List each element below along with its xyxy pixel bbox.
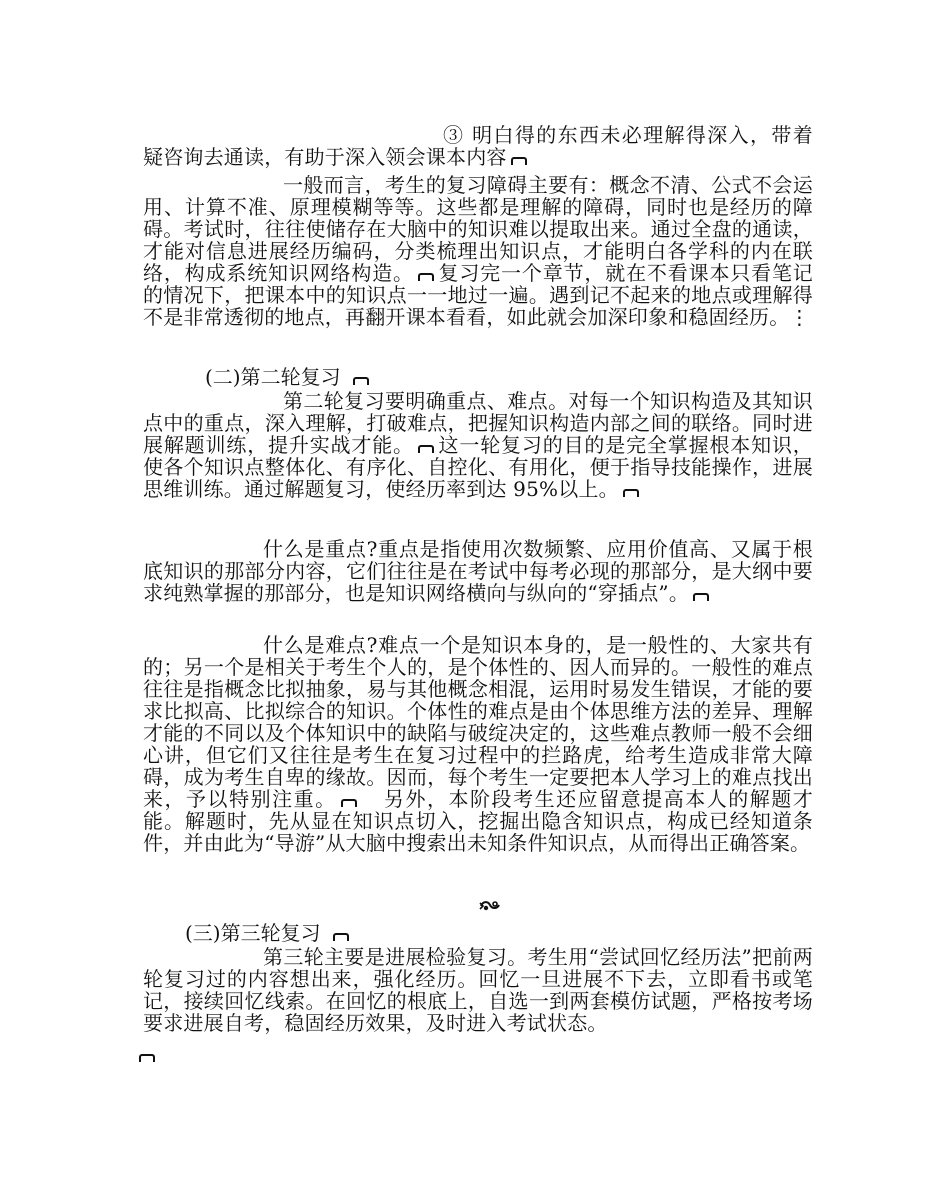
fleuron-icon bbox=[478, 898, 502, 914]
section-heading-3 bbox=[185, 922, 353, 944]
paragraph-3b-text: 这一轮复习的目的是完全掌握根本知识，使各个知识点整体化、有序化、自控化、有用化，便于指导技能操作，进展思维训练。通过解题复习，使经历率到达 95%以上。 bbox=[143, 433, 813, 501]
paragraph-3 bbox=[143, 390, 813, 500]
return-mark-icon bbox=[693, 593, 709, 601]
paragraph-2b-text: 复习完一个章节，就在不看课本只看笔记的情况下，把课本中的知识点一一地过一遍。遇到记不起来的地点或理解得不是非常透彻的地点，再翻开课本看看，如此就会加深印象和稳固经历。⋮ bbox=[143, 261, 813, 329]
return-mark-icon bbox=[511, 157, 527, 165]
return-mark-icon bbox=[353, 377, 369, 385]
return-mark-icon bbox=[623, 489, 639, 497]
paragraph-2-text: 一般而言，考生的复习障碍主要有：概念不清、公式不会运用、计算不准、原理模糊等等。这些都是理解的障碍，同时也是经历的障碍。考试时，往往使储存在大脑中的知识难以提取出来。通过全盘的通读，才能对信息进展经历编码，分类梳理出知识点，才能明白各学科的内在联络，构成系统知识网络构造。 bbox=[143, 173, 813, 285]
paragraph-1-text: ③ 明白得的东西未必理解得深入，带着疑咨询去通读，有助于深入领会课本内容 bbox=[143, 123, 813, 169]
paragraph-6-text: 第三轮主要是进展检验复习。考生用“尝试回忆经历法”把前两轮复习过的内容想出来，强化经历。回忆一旦进展不下去，立即看书或笔记，接续回忆线索。在回忆的根底上，自选一到两套模仿试题，严格按考场要求进展自考，稳固经历效果，及时进入考试状态。 bbox=[143, 945, 813, 1035]
paragraph-1 bbox=[143, 124, 813, 168]
section-heading-2 bbox=[205, 366, 373, 388]
section-heading-2-text: (二)第二轮复习 bbox=[205, 365, 341, 389]
return-mark-icon bbox=[341, 799, 357, 807]
paragraph-6 bbox=[143, 946, 813, 1034]
paragraph-2 bbox=[143, 174, 813, 328]
paragraph-3-text: 第二轮复习要明确重点、难点。对每一个知识构造及其知识点中的重点，深入理解，打破难点，把握知识构造内部之间的联络。同时进展解题训练，提升实战才能。 bbox=[143, 389, 813, 457]
section-heading-3-text: (三)第三轮复习 bbox=[185, 921, 321, 945]
return-mark-icon bbox=[418, 445, 434, 453]
return-mark-icon bbox=[139, 1054, 155, 1062]
paragraph-5b-text: 另外，本阶段考生还应留意提高本人的解题才能。解题时，先从显在知识点切入，挖掘出隐含知识点，构成已经知道条件，并由此为“导游”从大脑中搜索出未知条件知识点，从而得出正确答案。 bbox=[143, 787, 813, 855]
paragraph-5 bbox=[143, 634, 813, 854]
return-mark-icon bbox=[418, 273, 434, 281]
return-mark-icon bbox=[333, 933, 349, 941]
paragraph-4 bbox=[143, 538, 813, 604]
paragraph-5-text: 什么是难点?难点一个是知识本身的，是一般性的、大家共有的；另一个是相关于考生个人的，是个体性的、因人而异的。一般性的难点往往是指概念比拟抽象，易与其他概念相混，运用时易发生错误，才能的要求比拟高、比拟综合的知识。个体性的难点是由个体思维方法的差异、理解才能的不同以及个体知识中的缺陷与破绽决定的，这些难点教师一般不会细心讲，但它们又往往是考生在复习过程中的拦路虎，给考生造成非常大障碍，成为考生自卑的缘故。因而，每个考生一定要把本人学习上的难点找出来，予以特别注重。 bbox=[143, 633, 813, 811]
paragraph-4-text: 什么是重点?重点是指使用次数频繁、应用价值高、又属于根底知识的那部分内容，它们往往是在考试中每考必现的那部分，是大纲中要求纯熟掌握的那部分，也是知识网络横向与纵向的“穿插点”。 bbox=[143, 537, 813, 605]
